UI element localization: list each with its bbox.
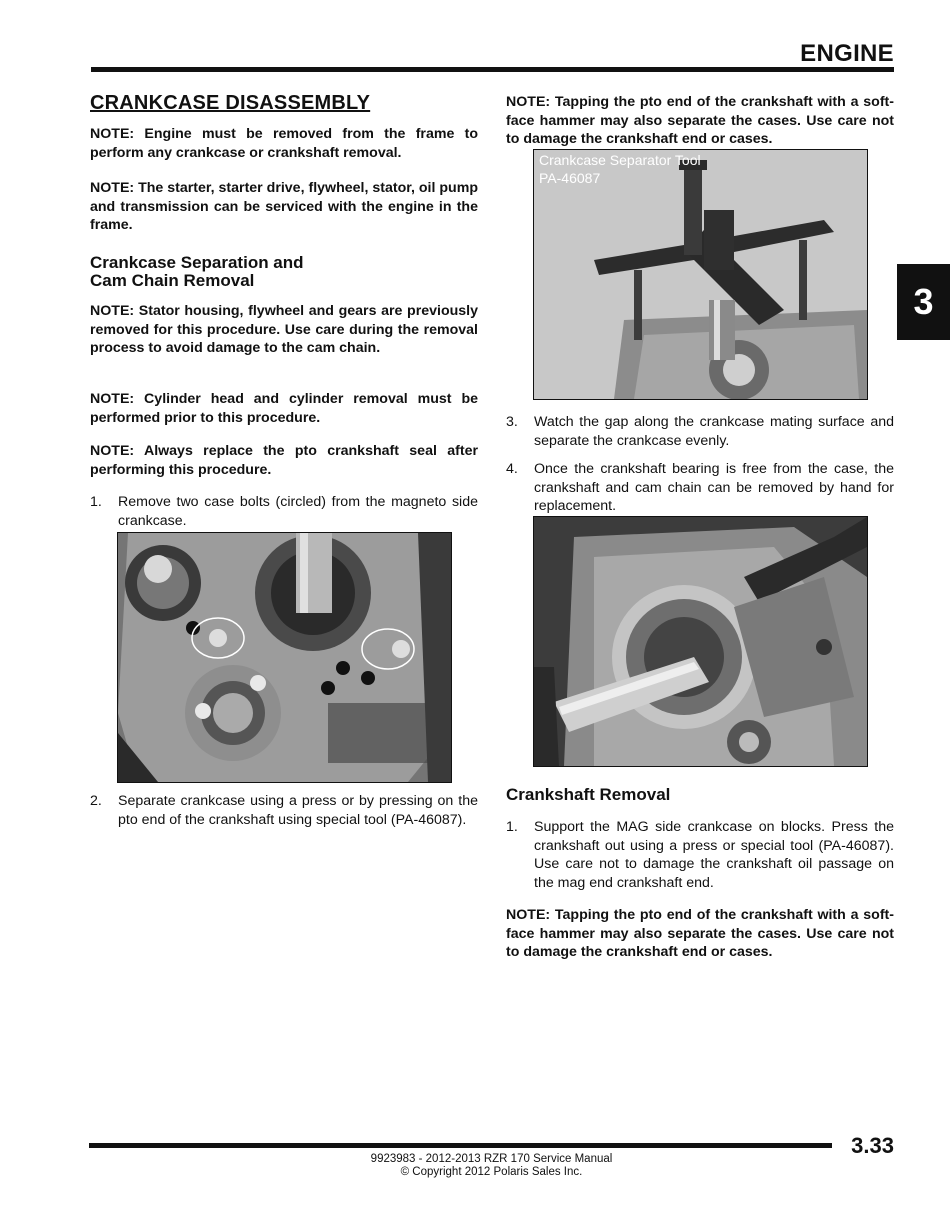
photo-separator-tool (533, 149, 868, 400)
page-number: 3.33 (851, 1133, 894, 1158)
separator-tool-photo-art (534, 150, 867, 399)
step-text: Support the MAG side crankcase on blocks. Press the crankshaft out using a press or special tool (PA-46087). Use care not to damage the crankshaft oil passage on the mag end crankshaft end. (534, 819, 894, 891)
crankshaft-photo-art (534, 517, 867, 766)
photo-magneto-crankcase (117, 532, 452, 783)
tool-label (539, 151, 701, 187)
page-heading: CRANKCASE DISASSEMBLY (90, 92, 371, 114)
tool-label-name: Crankcase Separator Tool (539, 152, 701, 168)
step-number: 3. (506, 414, 518, 430)
step-text: Once the crankshaft bearing is free from the case, the crankshaft and cam chain can be removed by hand for replacement. (534, 461, 894, 515)
note-tapping-pto-bottom: NOTE: Tapping the pto end of the crankshaft with a soft-face hammer may also separate the cases. Use care not to damage the crankshaft end or cases. (506, 907, 894, 961)
subheading-crankshaft-removal: Crankshaft Removal (506, 785, 671, 804)
step-number: 4. (506, 461, 518, 477)
step-r1 (506, 818, 894, 894)
note-serviceable-in-frame: NOTE: The starter, starter drive, flywheel, stator, oil pump and transmission can be serviced with the engine in the frame. (90, 180, 478, 234)
crankcase-photo-art (118, 533, 451, 782)
step-number: 1. (90, 494, 102, 510)
subheading-line-2: Cam Chain Removal (90, 271, 255, 290)
photo-crankshaft-removal (533, 516, 868, 767)
header-rule (91, 67, 894, 72)
step-1 (90, 493, 478, 533)
footer-rule (89, 1143, 832, 1148)
step-3 (506, 413, 894, 453)
subheading-crankcase-separation (90, 254, 304, 290)
footer-manual-title: 9923983 - 2012-2013 RZR 170 Service Manual (370, 1153, 613, 1165)
section-title: ENGINE (800, 40, 894, 67)
note-replace-seal: NOTE: Always replace the pto crankshaft seal after performing this procedure. (90, 443, 478, 478)
chapter-tab[interactable]: 3 (897, 264, 950, 340)
step-number: 1. (506, 819, 518, 835)
footer-copyright: © Copyright 2012 Polaris Sales Inc. (400, 1166, 583, 1178)
note-cylinder-removal: NOTE: Cylinder head and cylinder removal must be performed prior to this procedure. (90, 391, 478, 426)
tool-label-part-number: PA-46087 (539, 170, 601, 186)
step-text: Watch the gap along the crankcase mating surface and separate the crankcase evenly. (534, 414, 894, 449)
note-tapping-pto-top: NOTE: Tapping the pto end of the crankshaft with a soft-face hammer may also separate the cases. Use care not to damage the crankshaft end or cases. (506, 94, 894, 148)
step-number: 2. (90, 793, 102, 809)
note-stator-housing: NOTE: Stator housing, flywheel and gears are previously removed for this procedure. Use care during the removal process to avoid damage to the cam chain. (90, 303, 478, 357)
subheading-line-1: Crankcase Separation and (90, 253, 304, 272)
note-engine-removal: NOTE: Engine must be removed from the frame to perform any crankcase or crankshaft removal. (90, 126, 478, 161)
step-2 (90, 792, 478, 852)
step-text: Remove two case bolts (circled) from the magneto side crankcase. (118, 494, 478, 529)
step-text: Separate crankcase using a press or by pressing on the pto end of the crankshaft using special tool (PA-46087). (118, 793, 478, 828)
step-4 (506, 460, 894, 518)
